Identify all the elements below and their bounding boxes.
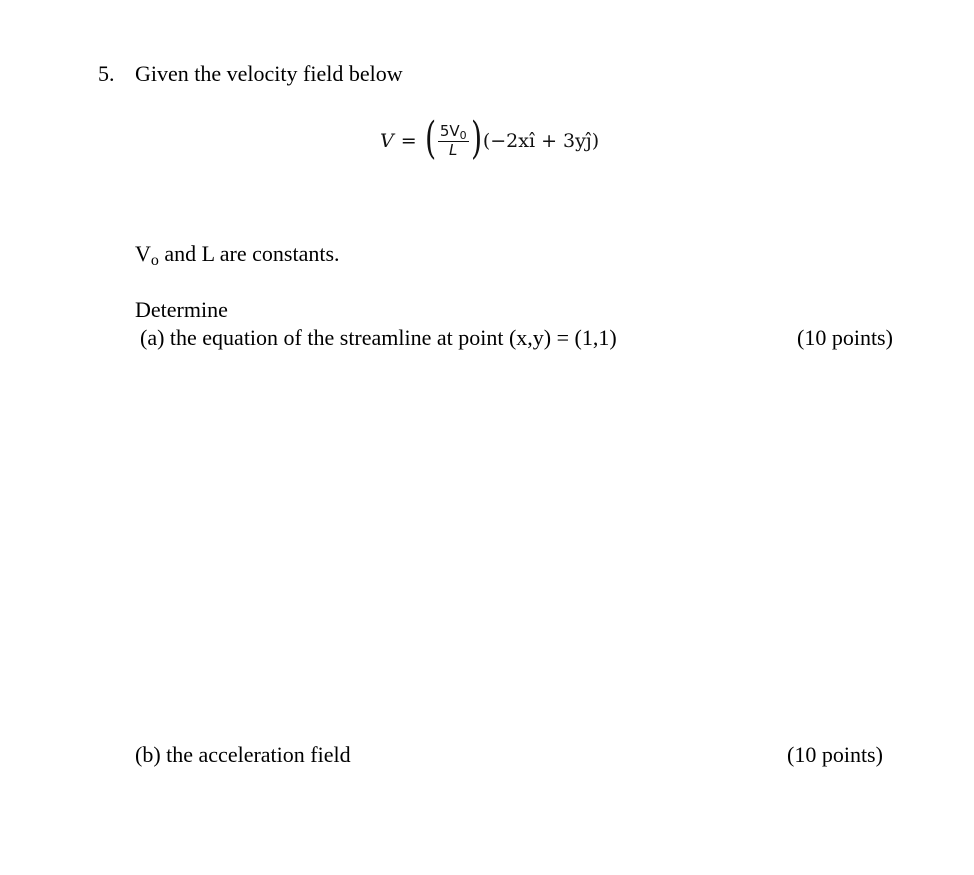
constants-text: and L are constants. — [158, 241, 340, 266]
part-a-points: (10 points) — [797, 325, 893, 350]
constant-subscript: o — [150, 252, 159, 269]
equation-lhs: V — [380, 130, 394, 152]
vector-term: (−2xî + 3yĵ) — [482, 130, 600, 152]
part-a-text: (a) the equation of the streamline at point (x,y) = (1,1) — [140, 325, 617, 350]
constant-symbol: V — [135, 241, 151, 266]
constants-statement — [135, 241, 340, 270]
fraction-numerator — [438, 123, 469, 141]
part-b-points: (10 points) — [787, 742, 883, 767]
equation-equals: = — [400, 130, 417, 152]
fraction-denominator: L — [449, 141, 458, 159]
numerator-subscript: 0 — [459, 129, 467, 142]
equation-fraction — [438, 123, 469, 159]
right-paren: ) — [470, 113, 482, 164]
question-number: 5. — [98, 61, 115, 86]
left-paren: ( — [424, 113, 436, 164]
part-b-text: (b) the acceleration field — [135, 742, 351, 767]
determine-label: Determine — [135, 297, 228, 322]
numerator-coeff: 5V — [439, 122, 460, 140]
velocity-equation — [380, 112, 599, 170]
question-intro: Given the velocity field below — [135, 61, 403, 86]
